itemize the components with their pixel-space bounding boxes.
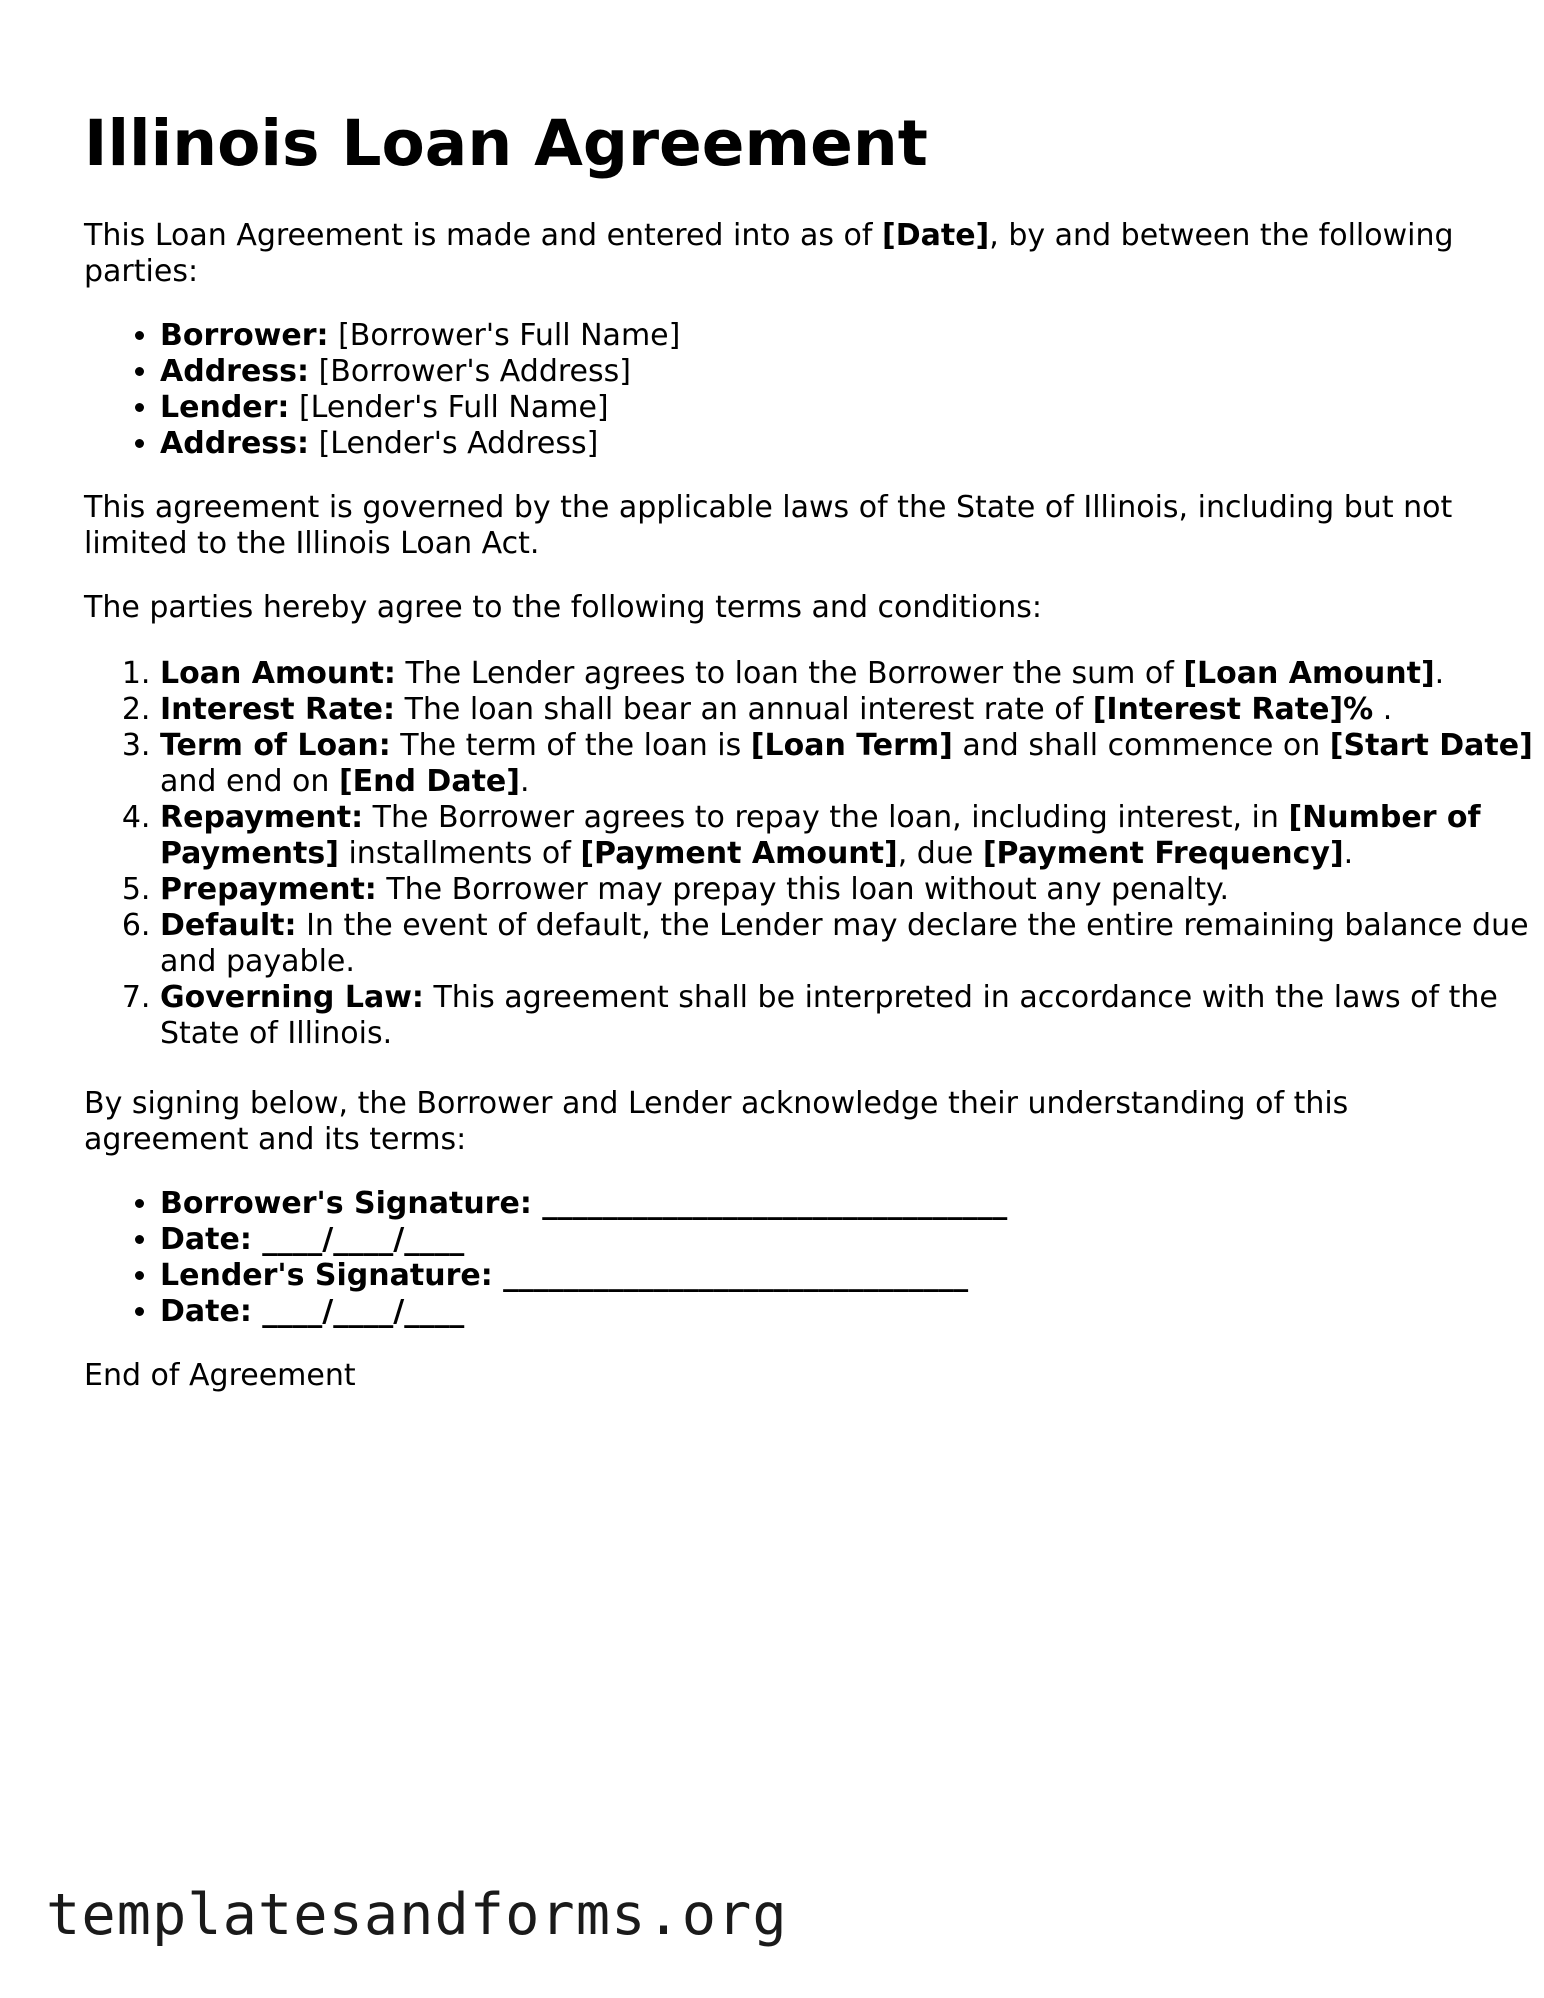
party-value: [Lender's Full Name]	[289, 390, 609, 425]
party-label: Lender:	[160, 390, 290, 425]
governing-paragraph: This agreement is governed by the applicable laws of the State of Illinois, including but not limited to the Illinois Loan Act.	[84, 490, 1453, 561]
term-placeholder: [Payment Amount]	[580, 836, 898, 871]
lender-signature-line	[160, 1258, 1540, 1294]
term-repayment	[160, 800, 1540, 872]
term-interest-rate	[160, 692, 1540, 728]
borrower-date-line	[160, 1222, 1540, 1258]
term-text: This agreement shall be interpreted in accordance with the laws of the State of Illinois.	[160, 980, 1498, 1051]
term-label: Loan Amount:	[160, 656, 396, 691]
party-lender-address	[160, 426, 1540, 462]
term-placeholder: [Payment Frequency]	[982, 836, 1344, 871]
term-prepayment	[160, 872, 1540, 908]
term-label: Repayment:	[160, 800, 364, 835]
term-label: Term of Loan:	[160, 728, 391, 763]
term-text: and shall commence on	[952, 728, 1330, 763]
page-title: Illinois Loan Agreement	[84, 107, 928, 180]
term-text: .	[1343, 836, 1354, 871]
term-text: The Borrower agrees to repay the loan, including interest, in	[363, 800, 1289, 835]
term-label: Prepayment:	[160, 872, 377, 907]
term-text: and end on	[160, 764, 339, 799]
party-value: [Borrower's Full Name]	[328, 318, 681, 353]
end-of-agreement: End of Agreement	[84, 1358, 356, 1393]
party-label: Address:	[160, 426, 310, 461]
terms-intro: The parties hereby agree to the following terms and conditions:	[84, 590, 1042, 625]
parties-list	[84, 318, 1540, 462]
term-text: .	[1434, 656, 1445, 691]
term-label: Governing Law:	[160, 980, 424, 1015]
lender-date-line	[160, 1294, 1540, 1330]
term-text: The Lender agrees to loan the Borrower the sum of	[395, 656, 1184, 691]
term-label: Interest Rate:	[160, 692, 396, 727]
signature-text: Date: ____/____/____	[160, 1294, 465, 1329]
term-loan-term	[160, 728, 1540, 800]
intro-text-end: , by and between the following parties:	[84, 218, 1454, 289]
signature-text: Lender's Signature: _______________________________	[160, 1258, 969, 1293]
term-text: , due	[897, 836, 983, 871]
term-label: Default:	[160, 908, 297, 943]
term-text: In the event of default, the Lender may declare the entire remaining balance due and payable.	[160, 908, 1529, 979]
terms-list	[84, 656, 1540, 1052]
intro-date-placeholder: [Date]	[882, 218, 990, 253]
signature-list	[84, 1186, 1540, 1330]
term-text: The Borrower may prepay this loan without any penalty.	[376, 872, 1229, 907]
watermark: templatesandforms.org	[46, 1882, 788, 1948]
term-placeholder: [End Date]	[338, 764, 520, 799]
term-placeholder: [Loan Term]	[750, 728, 953, 763]
intro-paragraph	[84, 218, 1464, 290]
term-placeholder: [Start Date]	[1329, 728, 1533, 763]
party-borrower	[160, 318, 1540, 354]
signature-text: Borrower's Signature: _______________________________	[160, 1186, 1008, 1221]
term-governing-law	[160, 980, 1540, 1052]
term-placeholder: [Interest Rate]%	[1092, 692, 1374, 727]
term-loan-amount	[160, 656, 1540, 692]
term-text: The term of the loan is	[390, 728, 751, 763]
party-label: Borrower:	[160, 318, 329, 353]
term-text: installments of	[338, 836, 581, 871]
term-text: .	[519, 764, 530, 799]
intro-text: This Loan Agreement is made and entered into as of	[84, 218, 882, 253]
party-value: [Borrower's Address]	[309, 354, 631, 389]
party-borrower-address	[160, 354, 1540, 390]
term-text: The loan shall bear an annual interest rate of	[395, 692, 1093, 727]
borrower-signature-line	[160, 1186, 1540, 1222]
signing-intro: By signing below, the Borrower and Lender acknowledge their understanding of this agreement and its terms:	[84, 1086, 1349, 1157]
party-value: [Lender's Address]	[309, 426, 599, 461]
party-lender	[160, 390, 1540, 426]
party-label: Address:	[160, 354, 310, 389]
term-text: .	[1373, 692, 1393, 727]
term-placeholder: [Number of Payments]	[160, 800, 1481, 871]
term-default	[160, 908, 1540, 980]
term-placeholder: [Loan Amount]	[1183, 656, 1435, 691]
signature-text: Date: ____/____/____	[160, 1222, 465, 1257]
